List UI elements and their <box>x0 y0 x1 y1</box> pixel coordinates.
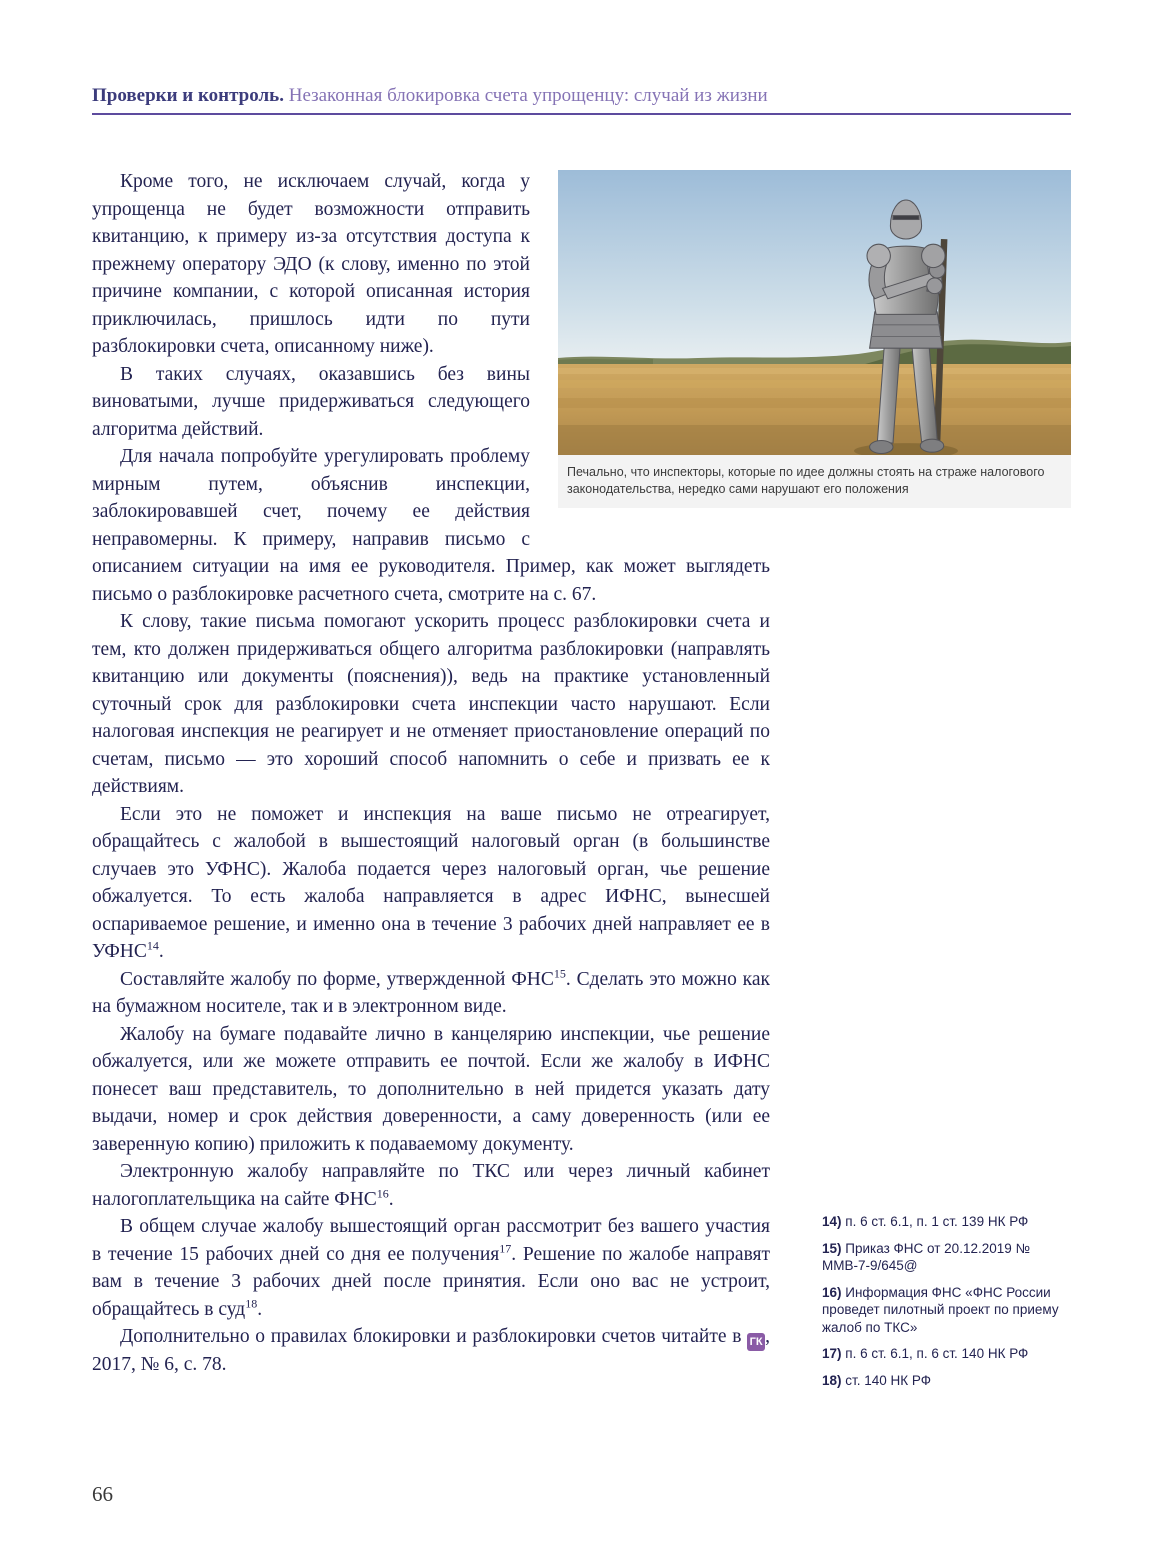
footnote-15 <box>822 1240 1072 1275</box>
knight-photo <box>558 170 1071 455</box>
paragraph-9: В общем случае жалобу вышестоящий орган рассмотрит без вашего участия в течение 15 рабочих дней со дня ее получения$^{17}$. Решение по жалобе направят вам в течение 3 рабочих дней после принятия. Если оно вас не устроит, обращайтесь в суд$^{18}$. <box>92 1216 771 1320</box>
footnote-16 <box>822 1284 1072 1337</box>
sky <box>558 170 1071 366</box>
footnote-text: Информация ФНС «ФНС России проведет пилотный проект по приему жалоб по ТКС» <box>822 1284 1059 1335</box>
footnote-number: 16) <box>822 1284 846 1300</box>
footnote-ref-15: 15 <box>553 966 566 980</box>
footnote-text: ст. 140 НК РФ <box>845 1372 931 1388</box>
section-rubric: Проверки и контроль. <box>92 85 284 106</box>
page-number: 66 <box>92 1482 113 1506</box>
paragraph-8: Электронную жалобу направляйте по ТКС или через личный кабинет налогоплательщика на сайте ФНС$^{16}$. <box>92 1161 770 1210</box>
footnote-ref-14: 14 <box>146 938 159 953</box>
footnote-18 <box>822 1372 1072 1390</box>
paragraph-1: Кроме того, не исключаем случай, когда у упрощенца не будет возможности отправить квитанцию, к примеру из-за отсутствия доступа к прежнему оператору ЭДО (к слову, именно по этой причине компании, с которой описанная история приключилась, пришлось идти по пути разблокировки счета, описанному ниже). <box>92 171 530 357</box>
knight-photo-figure <box>558 170 1071 508</box>
footnote-text: Приказ ФНС от 20.12.2019 № ММВ-7-9/645@ <box>822 1240 1030 1273</box>
footnote-ref-16: 16 <box>376 1186 389 1200</box>
article-title: Незаконная блокировка счета упрощенцу: случай из жизни <box>288 85 768 106</box>
footnote-14 <box>822 1213 1072 1231</box>
gk-magazine-icon: ГК <box>747 1333 765 1351</box>
paragraph-4: К слову, такие письма помогают ускорить процесс разблокировки счета и тем, кто должен придерживаться общего алгоритма разблокировки (направлять квитанцию или документы (пояснения)), ведь на практике установленный суточный срок для разблокировки счета инспекции часто нарушают. Если налоговая инспекция не реагирует и не отменяет приостановление операций по счетам, письмо — это хороший способ напомнить о себе и призвать ее к действиям. <box>92 611 770 797</box>
footnote-ref-17: 17 <box>499 1241 512 1255</box>
knight-photo-illustration <box>558 170 1071 455</box>
footnote-text: п. 6 ст. 6.1, п. 6 ст. 140 НК РФ <box>845 1346 1029 1361</box>
paragraph-6: Составляйте жалобу по форме, утвержденной ФНС$^{15}$. Сделать это можно как на бумажном носителе, так и в электронном виде. <box>92 966 770 1017</box>
paragraph-5: Если это не поможет и инспекция на ваше письмо не отреагирует, обращайтесь с жалобой в вышестоящий налоговый орган (в большинстве случаев это УФНС). Жалоба подается через налоговый орган, чье решение обжалуется. То есть жалоба направляется в адрес ИФНС, вынесшей оспариваемое решение, и именно она в течение 3 рабочих дней направляет ее в УФНС$^{14}$. <box>92 803 770 962</box>
footnote-number: 18) <box>822 1372 846 1388</box>
footnote-17 <box>822 1345 1072 1363</box>
footnote-text: п. 6 ст. 6.1, п. 1 ст. 139 НК РФ <box>845 1214 1029 1229</box>
footnotes-sidebar <box>822 1213 1072 1398</box>
footnote-number: 17) <box>822 1346 846 1361</box>
field <box>558 364 1071 455</box>
photo-caption: Печально, что инспекторы, которые по идее должны стоять на страже налогового законодательства, нередко сами нарушают его положения <box>558 455 1071 508</box>
paragraph-2: В таких случаях, оказавшись без вины виноватыми, лучше придерживаться следующего алгоритма действий. <box>92 363 530 440</box>
paragraph-10: Дополнительно о правилах блокировки и разблокировки счетов читайте в ГК , 2017, № 6, с. 78. <box>92 1326 770 1375</box>
page-header <box>92 84 1071 107</box>
footnote-number: 15) <box>822 1240 846 1256</box>
paragraph-7: Жалобу на бумаге подавайте лично в канцелярию инспекции, чье решение обжалуется, или же можете отправить ее почтой. Если же жалобу в ИФНС понесет ваш представитель, то дополнительно в ней придется указать дату выдачи, номер и срок действия доверенности, а саму доверенность (или ее заверенную копию) приложить к подаваемому документу. <box>92 1023 770 1155</box>
footnote-ref-18: 18 <box>245 1296 258 1310</box>
paragraph-3: Для начала попробуйте урегулировать проблему мирным путем, объяснив инспекции, заблокировавшей счет, почему ее действия неправомерны. К примеру, направив письмо с описанием ситуации на имя ее руководителя. Пример, как может выглядеть письмо о разблокировке расчетного счета, смотрите на с. 67. <box>92 446 770 605</box>
footnote-number: 14) <box>822 1214 846 1229</box>
header-rule <box>92 113 1071 115</box>
